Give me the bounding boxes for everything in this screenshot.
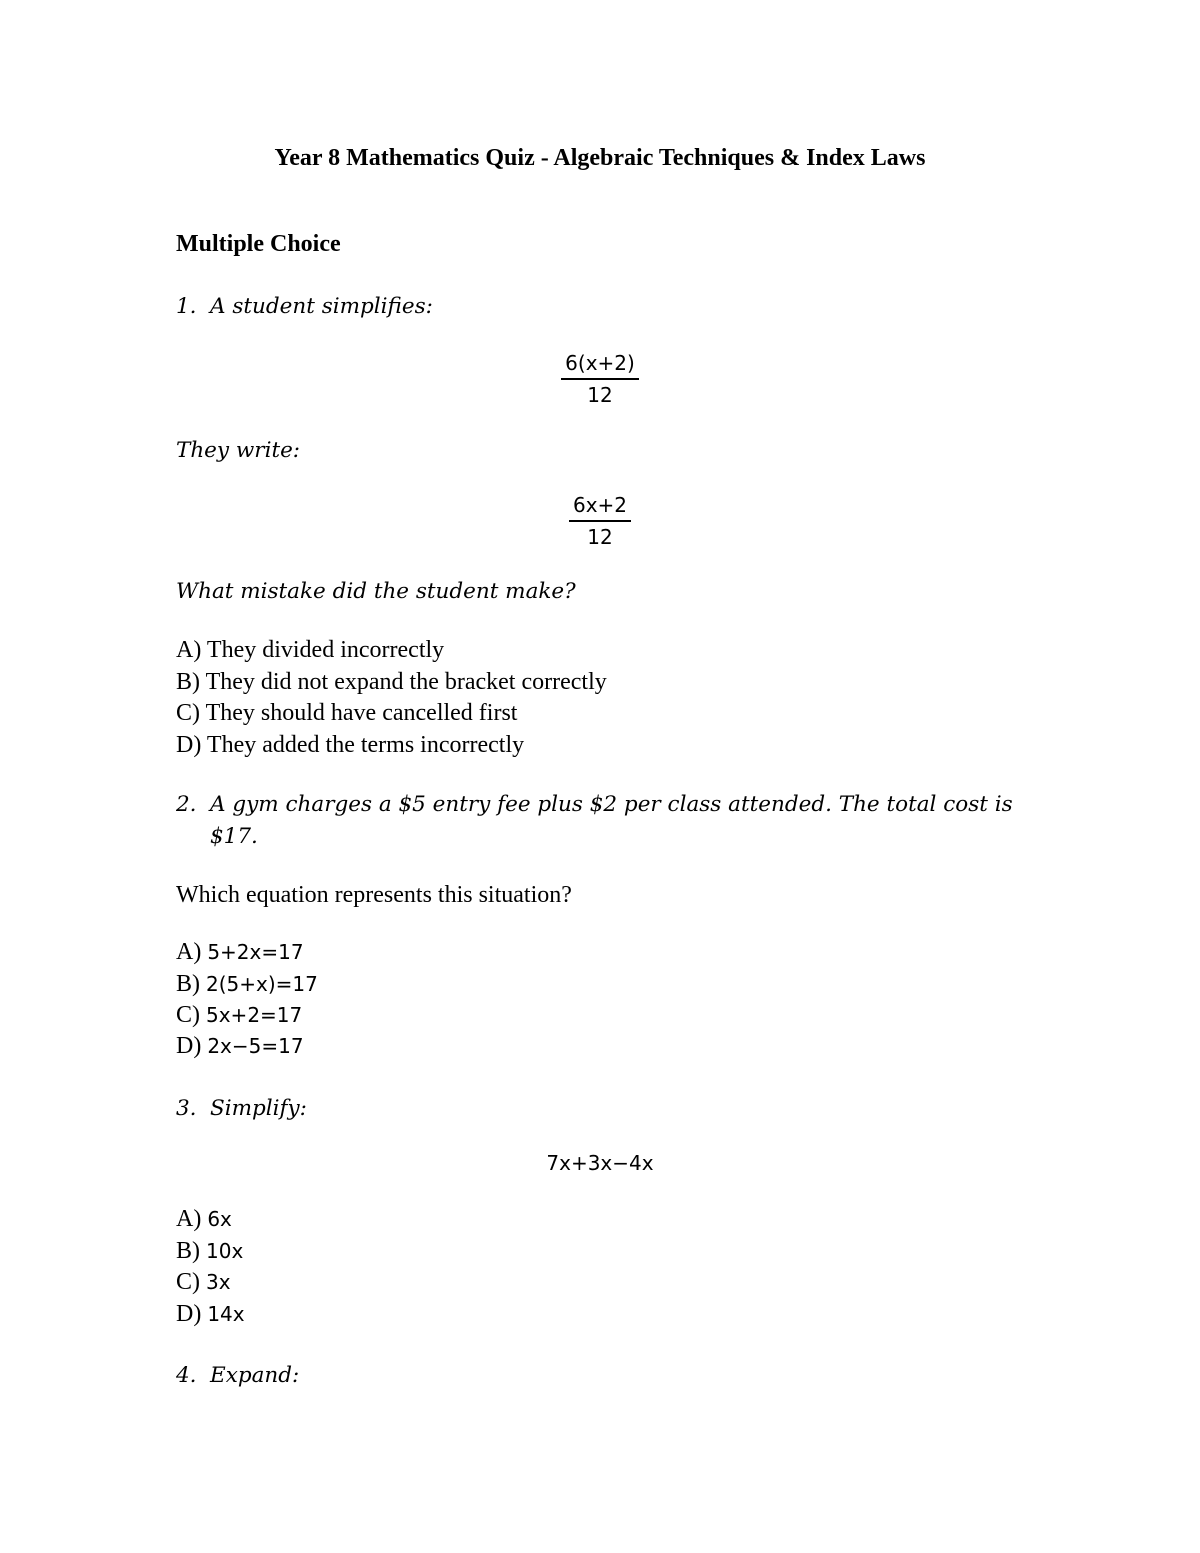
- option-letter: A): [176, 939, 202, 965]
- option-letter: C): [176, 1002, 200, 1028]
- section-heading: Multiple Choice: [176, 231, 341, 257]
- question-2-option-d[interactable]: [176, 1031, 304, 1062]
- option-letter: D): [176, 732, 202, 758]
- page-title: Year 8 Mathematics Quiz - Algebraic Techniques & Index Laws: [274, 145, 926, 171]
- option-letter: B): [176, 971, 200, 997]
- option-text: 5+2x=17: [207, 940, 304, 964]
- question-3-expression: 7x+3x−4x: [546, 1151, 654, 1175]
- question-1-text: A student simplifies:: [210, 294, 433, 319]
- question-3-option-b[interactable]: [176, 1236, 243, 1267]
- question-3-text: Simplify:: [210, 1096, 307, 1121]
- question-1-option-b[interactable]: [176, 667, 607, 698]
- question-1-option-d[interactable]: [176, 730, 524, 761]
- option-text: They did not expand the bracket correctly: [205, 669, 607, 695]
- question-3-number: 3.: [176, 1096, 197, 1121]
- option-text: They should have cancelled first: [205, 700, 518, 726]
- option-text: 14x: [207, 1302, 245, 1326]
- option-letter: C): [176, 700, 200, 726]
- question-2-number: 2.: [176, 792, 197, 817]
- option-text: 10x: [206, 1239, 244, 1263]
- question-4-text: Expand:: [210, 1363, 300, 1388]
- question-1-student-answer: [0, 492, 1200, 550]
- question-3-option-c[interactable]: [176, 1267, 231, 1298]
- option-text: 2(5+x)=17: [206, 972, 318, 996]
- question-4-number: 4.: [176, 1363, 197, 1388]
- question-2-prompt: Which equation represents this situation?: [176, 882, 572, 908]
- question-1-option-c[interactable]: [176, 698, 517, 729]
- question-1-they-write: They write:: [176, 438, 301, 463]
- option-letter: B): [176, 669, 200, 695]
- option-text: 6x: [207, 1207, 232, 1231]
- option-text: 5x+2=17: [206, 1003, 303, 1027]
- question-1-prompt: What mistake did the student make?: [176, 579, 576, 604]
- option-text: 2x−5=17: [207, 1034, 304, 1058]
- question-2-option-a[interactable]: [176, 937, 304, 968]
- question-1-number: 1.: [176, 294, 197, 319]
- option-text: They divided incorrectly: [206, 637, 445, 663]
- question-2-option-b[interactable]: [176, 969, 318, 1000]
- question-3-option-a[interactable]: [176, 1204, 232, 1235]
- option-text: They added the terms incorrectly: [206, 732, 525, 758]
- option-letter: B): [176, 1238, 200, 1264]
- option-letter: C): [176, 1269, 200, 1295]
- question-1-option-a[interactable]: [176, 635, 444, 666]
- fraction-numerator: 6x+2: [569, 492, 631, 522]
- question-3-option-d[interactable]: [176, 1299, 245, 1330]
- question-1-expression: [0, 350, 1200, 408]
- question-2-text: A gym charges a $5 entry fee plus $2 per class attended. The total cost is $17.: [210, 792, 1013, 849]
- question-2-option-c[interactable]: [176, 1000, 302, 1031]
- option-letter: D): [176, 1033, 202, 1059]
- option-text: 3x: [206, 1270, 231, 1294]
- fraction-numerator: 6(x+2): [561, 350, 639, 380]
- fraction-denominator: 12: [587, 525, 613, 549]
- option-letter: A): [176, 637, 202, 663]
- fraction-denominator: 12: [587, 383, 613, 407]
- option-letter: D): [176, 1301, 202, 1327]
- option-letter: A): [176, 1206, 202, 1232]
